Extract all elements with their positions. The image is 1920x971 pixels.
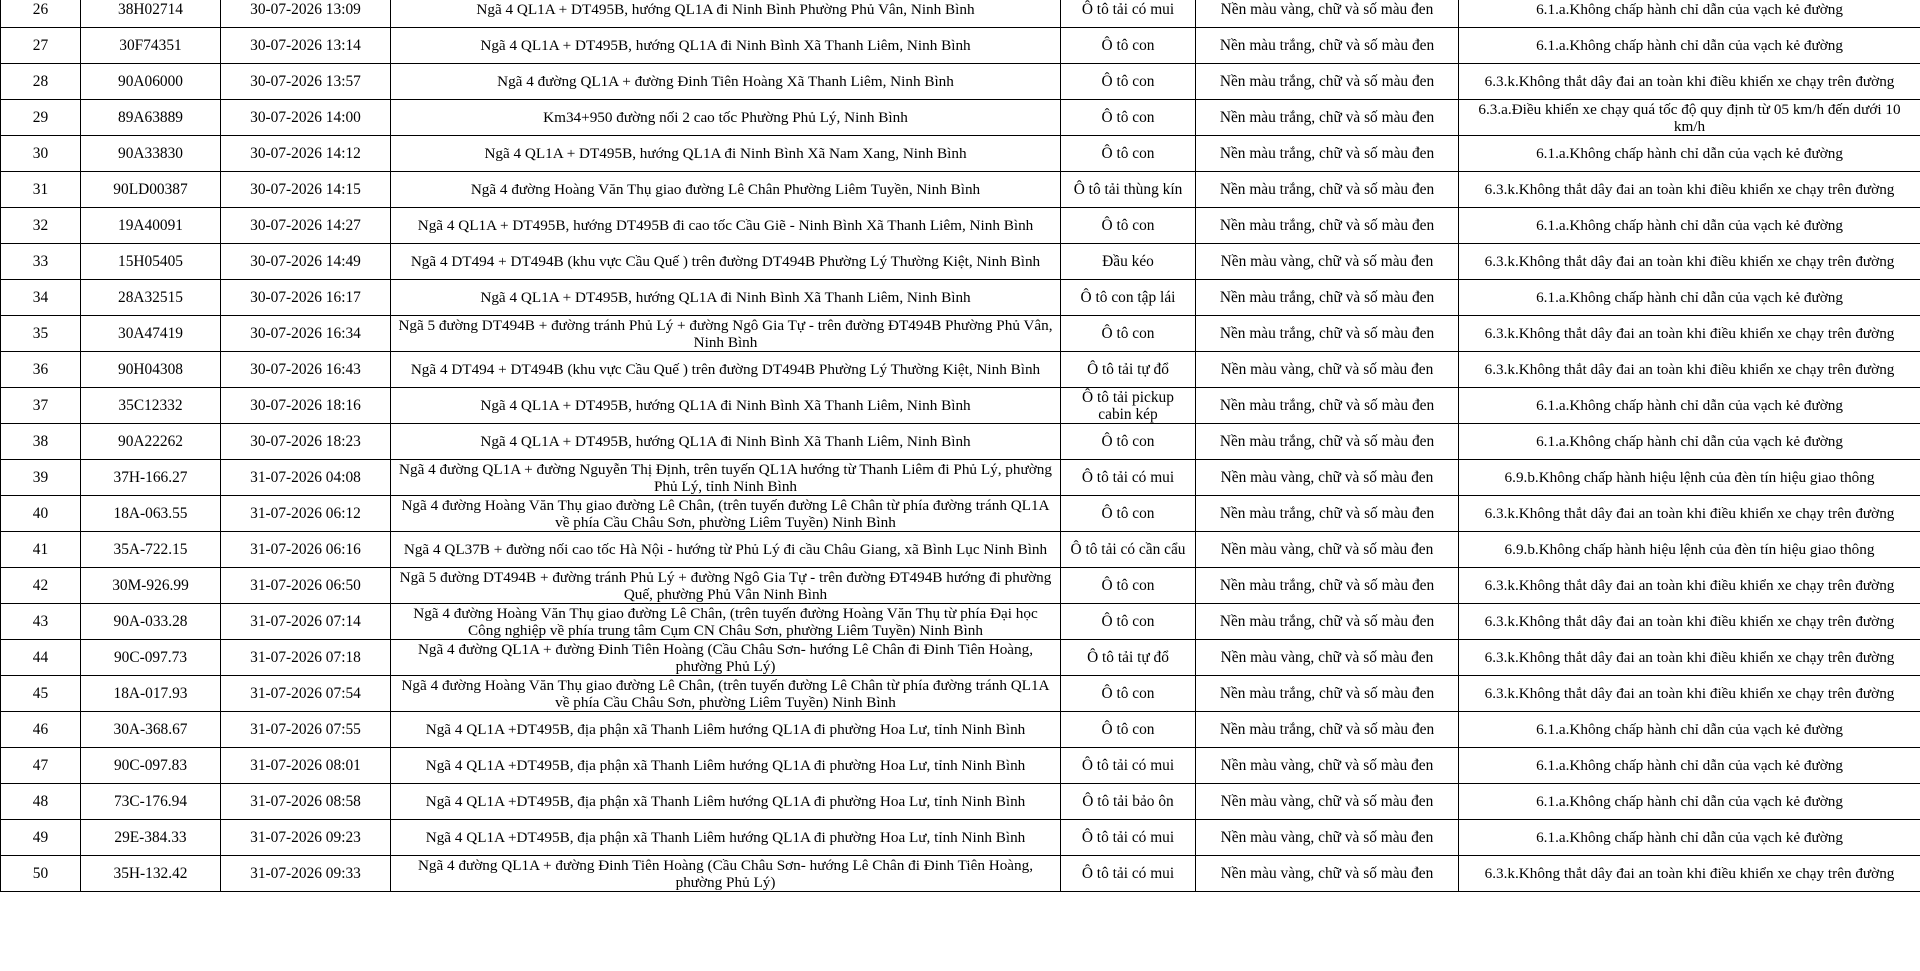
violation-time-cell: 31-07-2026 07:18 bbox=[221, 640, 391, 676]
plate-number-cell: 35H-132.42 bbox=[81, 856, 221, 892]
plate-color-cell: Nền màu trắng, chữ và số màu đen bbox=[1196, 136, 1459, 172]
violation-cell: 6.1.a.Không chấp hành chỉ dẫn của vạch kẻ đường bbox=[1459, 136, 1920, 172]
location-cell: Ngã 4 QL1A + DT495B, hướng QL1A đi Ninh Bình Phường Phủ Vân, Ninh Bình bbox=[391, 0, 1061, 28]
violation-time-cell: 30-07-2026 14:49 bbox=[221, 244, 391, 280]
plate-number-cell: 90A-033.28 bbox=[81, 604, 221, 640]
location-cell: Ngã 4 đường Hoàng Văn Thụ giao đường Lê Chân, (trên tuyến đường Hoàng Văn Thụ từ phía Đại học Công nghiệp về phía trung tâm Cụm CN Châu Sơn, phường Liêm Tuyền) Ninh Bình bbox=[391, 604, 1061, 640]
plate-color-cell: Nền màu vàng, chữ và số màu đen bbox=[1196, 460, 1459, 496]
plate-number-cell: 28A32515 bbox=[81, 280, 221, 316]
table-row bbox=[1, 532, 1920, 568]
vehicle-type-cell: Ô tô tải có mui bbox=[1061, 0, 1196, 28]
location-cell: Ngã 4 DT494 + DT494B (khu vực Cầu Quế ) trên đường DT494B Phường Lý Thường Kiệt, Ninh Bình bbox=[391, 244, 1061, 280]
plate-color-cell: Nền màu trắng, chữ và số màu đen bbox=[1196, 568, 1459, 604]
vehicle-type-cell: Ô tô con bbox=[1061, 316, 1196, 352]
violation-cell: 6.1.a.Không chấp hành chỉ dẫn của vạch kẻ đường bbox=[1459, 388, 1920, 424]
plate-number-cell: 30A47419 bbox=[81, 316, 221, 352]
violation-cell: 6.9.b.Không chấp hành hiệu lệnh của đèn tín hiệu giao thông bbox=[1459, 532, 1920, 568]
plate-color-cell: Nền màu vàng, chữ và số màu đen bbox=[1196, 244, 1459, 280]
location-cell: Ngã 4 QL1A + DT495B, hướng QL1A đi Ninh Bình Xã Thanh Liêm, Ninh Bình bbox=[391, 388, 1061, 424]
plate-color-cell: Nền màu trắng, chữ và số màu đen bbox=[1196, 208, 1459, 244]
location-cell: Ngã 4 QL1A +DT495B, địa phận xã Thanh Liêm hướng QL1A đi phường Hoa Lư, tỉnh Ninh Bình bbox=[391, 820, 1061, 856]
location-cell: Ngã 4 QL1A + DT495B, hướng QL1A đi Ninh Bình Xã Thanh Liêm, Ninh Bình bbox=[391, 424, 1061, 460]
violation-time-cell: 30-07-2026 18:16 bbox=[221, 388, 391, 424]
plate-number-cell: 18A-063.55 bbox=[81, 496, 221, 532]
location-cell: Ngã 4 đường QL1A + đường Đinh Tiên Hoàng (Cầu Châu Sơn- hướng Lê Chân đi Đinh Tiên Hoàng, phường Phủ Lý) bbox=[391, 856, 1061, 892]
violation-time-cell: 30-07-2026 13:09 bbox=[221, 0, 391, 28]
location-cell: Ngã 4 QL1A +DT495B, địa phận xã Thanh Liêm hướng QL1A đi phường Hoa Lư, tỉnh Ninh Bình bbox=[391, 748, 1061, 784]
plate-number-cell: 29E-384.33 bbox=[81, 820, 221, 856]
violation-time-cell: 31-07-2026 06:12 bbox=[221, 496, 391, 532]
violation-time-cell: 31-07-2026 06:50 bbox=[221, 568, 391, 604]
violation-time-cell: 31-07-2026 09:23 bbox=[221, 820, 391, 856]
row-number-cell: 31 bbox=[1, 172, 81, 208]
table-row bbox=[1, 316, 1920, 352]
location-cell: Ngã 4 đường Hoàng Văn Thụ giao đường Lê Chân, (trên tuyến đường Lê Chân từ phía đường tránh QL1A về phía Cầu Châu Sơn, phường Liêm Tuyền) Ninh Bình bbox=[391, 676, 1061, 712]
location-cell: Ngã 5 đường DT494B + đường tránh Phủ Lý + đường Ngô Gia Tự - trên đường ĐT494B hướng đi phường Quế, phường Phủ Vân Ninh Bình bbox=[391, 568, 1061, 604]
location-cell: Ngã 4 QL1A + DT495B, hướng DT495B đi cao tốc Cầu Giẽ - Ninh Bình Xã Thanh Liêm, Ninh Bình bbox=[391, 208, 1061, 244]
location-cell: Ngã 4 QL37B + đường nối cao tốc Hà Nội - hướng từ Phủ Lý đi cầu Châu Giang, xã Bình Lục Ninh Bình bbox=[391, 532, 1061, 568]
violation-cell: 6.1.a.Không chấp hành chỉ dẫn của vạch kẻ đường bbox=[1459, 712, 1920, 748]
plate-color-cell: Nền màu vàng, chữ và số màu đen bbox=[1196, 820, 1459, 856]
violation-cell: 6.3.k.Không thắt dây đai an toàn khi điều khiển xe chạy trên đường bbox=[1459, 352, 1920, 388]
vehicle-type-cell: Ô tô tải thùng kín bbox=[1061, 172, 1196, 208]
violation-cell: 6.3.k.Không thắt dây đai an toàn khi điều khiển xe chạy trên đường bbox=[1459, 64, 1920, 100]
violation-cell: 6.9.b.Không chấp hành hiệu lệnh của đèn tín hiệu giao thông bbox=[1459, 460, 1920, 496]
table-row bbox=[1, 64, 1920, 100]
violation-time-cell: 31-07-2026 08:01 bbox=[221, 748, 391, 784]
table-row bbox=[1, 136, 1920, 172]
table-row bbox=[1, 244, 1920, 280]
plate-number-cell: 37H-166.27 bbox=[81, 460, 221, 496]
plate-number-cell: 19A40091 bbox=[81, 208, 221, 244]
location-cell: Ngã 4 QL1A +DT495B, địa phận xã Thanh Liêm hướng QL1A đi phường Hoa Lư, tỉnh Ninh Bình bbox=[391, 784, 1061, 820]
plate-color-cell: Nền màu vàng, chữ và số màu đen bbox=[1196, 532, 1459, 568]
plate-color-cell: Nền màu trắng, chữ và số màu đen bbox=[1196, 424, 1459, 460]
table-row bbox=[1, 424, 1920, 460]
violation-cell: 6.3.a.Điều khiển xe chạy quá tốc độ quy định từ 05 km/h đến dưới 10 km/h bbox=[1459, 100, 1920, 136]
violation-cell: 6.3.k.Không thắt dây đai an toàn khi điều khiển xe chạy trên đường bbox=[1459, 244, 1920, 280]
vehicle-type-cell: Ô tô tải pickup cabin kép bbox=[1061, 388, 1196, 424]
vehicle-type-cell: Ô tô con bbox=[1061, 604, 1196, 640]
row-number-cell: 38 bbox=[1, 424, 81, 460]
row-number-cell: 36 bbox=[1, 352, 81, 388]
table-row bbox=[1, 640, 1920, 676]
row-number-cell: 33 bbox=[1, 244, 81, 280]
vehicle-type-cell: Ô tô con bbox=[1061, 712, 1196, 748]
row-number-cell: 42 bbox=[1, 568, 81, 604]
vehicle-type-cell: Ô tô tải có mui bbox=[1061, 856, 1196, 892]
table-row bbox=[1, 460, 1920, 496]
violation-time-cell: 31-07-2026 08:58 bbox=[221, 784, 391, 820]
plate-color-cell: Nền màu trắng, chữ và số màu đen bbox=[1196, 712, 1459, 748]
plate-number-cell: 15H05405 bbox=[81, 244, 221, 280]
table-row bbox=[1, 388, 1920, 424]
plate-color-cell: Nền màu vàng, chữ và số màu đen bbox=[1196, 352, 1459, 388]
row-number-cell: 45 bbox=[1, 676, 81, 712]
violation-time-cell: 31-07-2026 04:08 bbox=[221, 460, 391, 496]
vehicle-type-cell: Ô tô con bbox=[1061, 100, 1196, 136]
row-number-cell: 32 bbox=[1, 208, 81, 244]
plate-color-cell: Nền màu vàng, chữ và số màu đen bbox=[1196, 748, 1459, 784]
violation-cell: 6.1.a.Không chấp hành chỉ dẫn của vạch kẻ đường bbox=[1459, 820, 1920, 856]
vehicle-type-cell: Ô tô con bbox=[1061, 64, 1196, 100]
row-number-cell: 27 bbox=[1, 28, 81, 64]
row-number-cell: 35 bbox=[1, 316, 81, 352]
vehicle-type-cell: Ô tô tải có mui bbox=[1061, 820, 1196, 856]
table-row bbox=[1, 748, 1920, 784]
violation-cell: 6.3.k.Không thắt dây đai an toàn khi điều khiển xe chạy trên đường bbox=[1459, 676, 1920, 712]
row-number-cell: 30 bbox=[1, 136, 81, 172]
location-cell: Ngã 4 đường QL1A + đường Nguyễn Thị Định, trên tuyến QL1A hướng từ Thanh Liêm đi Phủ Lý, phường Phủ Lý, tỉnh Ninh Bình bbox=[391, 460, 1061, 496]
table-row bbox=[1, 496, 1920, 532]
violation-time-cell: 30-07-2026 16:34 bbox=[221, 316, 391, 352]
table-row bbox=[1, 820, 1920, 856]
vehicle-type-cell: Đầu kéo bbox=[1061, 244, 1196, 280]
violation-cell: 6.1.a.Không chấp hành chỉ dẫn của vạch kẻ đường bbox=[1459, 784, 1920, 820]
location-cell: Km34+950 đường nối 2 cao tốc Phường Phủ Lý, Ninh Bình bbox=[391, 100, 1061, 136]
violation-time-cell: 30-07-2026 13:57 bbox=[221, 64, 391, 100]
vehicle-type-cell: Ô tô con bbox=[1061, 28, 1196, 64]
plate-number-cell: 38H02714 bbox=[81, 0, 221, 28]
row-number-cell: 41 bbox=[1, 532, 81, 568]
location-cell: Ngã 4 đường Hoàng Văn Thụ giao đường Lê Chân, (trên tuyến đường Lê Chân từ phía đường tránh QL1A về phía Cầu Châu Sơn, phường Liêm Tuyền) Ninh Bình bbox=[391, 496, 1061, 532]
vehicle-type-cell: Ô tô con tập lái bbox=[1061, 280, 1196, 316]
plate-number-cell: 90C-097.83 bbox=[81, 748, 221, 784]
vehicle-type-cell: Ô tô con bbox=[1061, 568, 1196, 604]
row-number-cell: 26 bbox=[1, 0, 81, 28]
row-number-cell: 28 bbox=[1, 64, 81, 100]
plate-number-cell: 73C-176.94 bbox=[81, 784, 221, 820]
violation-time-cell: 31-07-2026 06:16 bbox=[221, 532, 391, 568]
row-number-cell: 34 bbox=[1, 280, 81, 316]
location-cell: Ngã 4 đường QL1A + đường Đinh Tiên Hoàng Xã Thanh Liêm, Ninh Bình bbox=[391, 64, 1061, 100]
row-number-cell: 47 bbox=[1, 748, 81, 784]
plate-color-cell: Nền màu trắng, chữ và số màu đen bbox=[1196, 676, 1459, 712]
plate-color-cell: Nền màu trắng, chữ và số màu đen bbox=[1196, 604, 1459, 640]
plate-number-cell: 89A63889 bbox=[81, 100, 221, 136]
violation-cell: 6.3.k.Không thắt dây đai an toàn khi điều khiển xe chạy trên đường bbox=[1459, 568, 1920, 604]
table-body bbox=[1, 0, 1920, 892]
plate-number-cell: 30A-368.67 bbox=[81, 712, 221, 748]
location-cell: Ngã 4 đường Hoàng Văn Thụ giao đường Lê Chân Phường Liêm Tuyền, Ninh Bình bbox=[391, 172, 1061, 208]
location-cell: Ngã 4 DT494 + DT494B (khu vực Cầu Quế ) trên đường DT494B Phường Lý Thường Kiệt, Ninh Bình bbox=[391, 352, 1061, 388]
violation-cell: 6.3.k.Không thắt dây đai an toàn khi điều khiển xe chạy trên đường bbox=[1459, 316, 1920, 352]
table-row bbox=[1, 100, 1920, 136]
violation-time-cell: 30-07-2026 14:27 bbox=[221, 208, 391, 244]
plate-color-cell: Nền màu trắng, chữ và số màu đen bbox=[1196, 496, 1459, 532]
table-row bbox=[1, 280, 1920, 316]
plate-number-cell: 90LD00387 bbox=[81, 172, 221, 208]
violation-cell: 6.3.k.Không thắt dây đai an toàn khi điều khiển xe chạy trên đường bbox=[1459, 172, 1920, 208]
location-cell: Ngã 4 QL1A + DT495B, hướng QL1A đi Ninh Bình Xã Nam Xang, Ninh Bình bbox=[391, 136, 1061, 172]
plate-number-cell: 90C-097.73 bbox=[81, 640, 221, 676]
location-cell: Ngã 5 đường DT494B + đường tránh Phủ Lý + đường Ngô Gia Tự - trên đường ĐT494B Phường Phủ Vân, Ninh Bình bbox=[391, 316, 1061, 352]
plate-color-cell: Nền màu trắng, chữ và số màu đen bbox=[1196, 316, 1459, 352]
plate-number-cell: 18A-017.93 bbox=[81, 676, 221, 712]
violation-time-cell: 31-07-2026 09:33 bbox=[221, 856, 391, 892]
violation-time-cell: 30-07-2026 14:12 bbox=[221, 136, 391, 172]
violation-time-cell: 30-07-2026 18:23 bbox=[221, 424, 391, 460]
row-number-cell: 40 bbox=[1, 496, 81, 532]
plate-color-cell: Nền màu trắng, chữ và số màu đen bbox=[1196, 172, 1459, 208]
table-row bbox=[1, 172, 1920, 208]
plate-color-cell: Nền màu vàng, chữ và số màu đen bbox=[1196, 856, 1459, 892]
violation-time-cell: 30-07-2026 16:17 bbox=[221, 280, 391, 316]
plate-number-cell: 90A22262 bbox=[81, 424, 221, 460]
location-cell: Ngã 4 QL1A + DT495B, hướng QL1A đi Ninh Bình Xã Thanh Liêm, Ninh Bình bbox=[391, 28, 1061, 64]
violation-time-cell: 30-07-2026 14:15 bbox=[221, 172, 391, 208]
table-row bbox=[1, 676, 1920, 712]
row-number-cell: 44 bbox=[1, 640, 81, 676]
plate-number-cell: 30M-926.99 bbox=[81, 568, 221, 604]
plate-color-cell: Nền màu trắng, chữ và số màu đen bbox=[1196, 280, 1459, 316]
plate-color-cell: Nền màu vàng, chữ và số màu đen bbox=[1196, 640, 1459, 676]
vehicle-type-cell: Ô tô tải có mui bbox=[1061, 460, 1196, 496]
violation-cell: 6.1.a.Không chấp hành chỉ dẫn của vạch kẻ đường bbox=[1459, 28, 1920, 64]
table-row bbox=[1, 208, 1920, 244]
vehicle-type-cell: Ô tô tải có cần cẩu bbox=[1061, 532, 1196, 568]
location-cell: Ngã 4 đường QL1A + đường Đinh Tiên Hoàng (Cầu Châu Sơn- hướng Lê Chân đi Đinh Tiên Hoàng, phường Phủ Lý) bbox=[391, 640, 1061, 676]
table-row bbox=[1, 784, 1920, 820]
vehicle-type-cell: Ô tô con bbox=[1061, 496, 1196, 532]
violation-time-cell: 30-07-2026 14:00 bbox=[221, 100, 391, 136]
violation-cell: 6.1.a.Không chấp hành chỉ dẫn của vạch kẻ đường bbox=[1459, 0, 1920, 28]
table-row bbox=[1, 712, 1920, 748]
vehicle-type-cell: Ô tô tải có mui bbox=[1061, 748, 1196, 784]
table-row bbox=[1, 28, 1920, 64]
violation-time-cell: 31-07-2026 07:14 bbox=[221, 604, 391, 640]
row-number-cell: 49 bbox=[1, 820, 81, 856]
violation-cell: 6.3.k.Không thắt dây đai an toàn khi điều khiển xe chạy trên đường bbox=[1459, 496, 1920, 532]
vehicle-type-cell: Ô tô con bbox=[1061, 208, 1196, 244]
plate-number-cell: 35A-722.15 bbox=[81, 532, 221, 568]
plate-number-cell: 90A33830 bbox=[81, 136, 221, 172]
vehicle-type-cell: Ô tô con bbox=[1061, 424, 1196, 460]
plate-number-cell: 90H04308 bbox=[81, 352, 221, 388]
location-cell: Ngã 4 QL1A +DT495B, địa phận xã Thanh Liêm hướng QL1A đi phường Hoa Lư, tỉnh Ninh Bình bbox=[391, 712, 1061, 748]
row-number-cell: 43 bbox=[1, 604, 81, 640]
row-number-cell: 39 bbox=[1, 460, 81, 496]
table-row bbox=[1, 604, 1920, 640]
row-number-cell: 50 bbox=[1, 856, 81, 892]
plate-number-cell: 35C12332 bbox=[81, 388, 221, 424]
violation-time-cell: 30-07-2026 13:14 bbox=[221, 28, 391, 64]
row-number-cell: 37 bbox=[1, 388, 81, 424]
plate-color-cell: Nền màu trắng, chữ và số màu đen bbox=[1196, 28, 1459, 64]
violation-cell: 6.1.a.Không chấp hành chỉ dẫn của vạch kẻ đường bbox=[1459, 280, 1920, 316]
row-number-cell: 48 bbox=[1, 784, 81, 820]
plate-color-cell: Nền màu trắng, chữ và số màu đen bbox=[1196, 100, 1459, 136]
location-cell: Ngã 4 QL1A + DT495B, hướng QL1A đi Ninh Bình Xã Thanh Liêm, Ninh Bình bbox=[391, 280, 1061, 316]
table-row bbox=[1, 0, 1920, 28]
table-row bbox=[1, 568, 1920, 604]
violation-cell: 6.3.k.Không thắt dây đai an toàn khi điều khiển xe chạy trên đường bbox=[1459, 856, 1920, 892]
violation-cell: 6.3.k.Không thắt dây đai an toàn khi điều khiển xe chạy trên đường bbox=[1459, 640, 1920, 676]
plate-color-cell: Nền màu vàng, chữ và số màu đen bbox=[1196, 784, 1459, 820]
violation-time-cell: 31-07-2026 07:55 bbox=[221, 712, 391, 748]
violation-time-cell: 31-07-2026 07:54 bbox=[221, 676, 391, 712]
row-number-cell: 29 bbox=[1, 100, 81, 136]
violation-time-cell: 30-07-2026 16:43 bbox=[221, 352, 391, 388]
plate-number-cell: 30F74351 bbox=[81, 28, 221, 64]
vehicle-type-cell: Ô tô tải tự đổ bbox=[1061, 352, 1196, 388]
violation-cell: 6.1.a.Không chấp hành chỉ dẫn của vạch kẻ đường bbox=[1459, 208, 1920, 244]
plate-color-cell: Nền màu vàng, chữ và số màu đen bbox=[1196, 0, 1459, 28]
violation-cell: 6.1.a.Không chấp hành chỉ dẫn của vạch kẻ đường bbox=[1459, 424, 1920, 460]
vehicle-type-cell: Ô tô con bbox=[1061, 676, 1196, 712]
vehicle-type-cell: Ô tô tải tự đổ bbox=[1061, 640, 1196, 676]
row-number-cell: 46 bbox=[1, 712, 81, 748]
plate-number-cell: 90A06000 bbox=[81, 64, 221, 100]
vehicle-type-cell: Ô tô tải bảo ôn bbox=[1061, 784, 1196, 820]
vehicle-type-cell: Ô tô con bbox=[1061, 136, 1196, 172]
plate-color-cell: Nền màu trắng, chữ và số màu đen bbox=[1196, 388, 1459, 424]
table-row bbox=[1, 856, 1920, 892]
table-row bbox=[1, 352, 1920, 388]
violation-cell: 6.3.k.Không thắt dây đai an toàn khi điều khiển xe chạy trên đường bbox=[1459, 604, 1920, 640]
plate-color-cell: Nền màu trắng, chữ và số màu đen bbox=[1196, 64, 1459, 100]
violation-cell: 6.1.a.Không chấp hành chỉ dẫn của vạch kẻ đường bbox=[1459, 748, 1920, 784]
